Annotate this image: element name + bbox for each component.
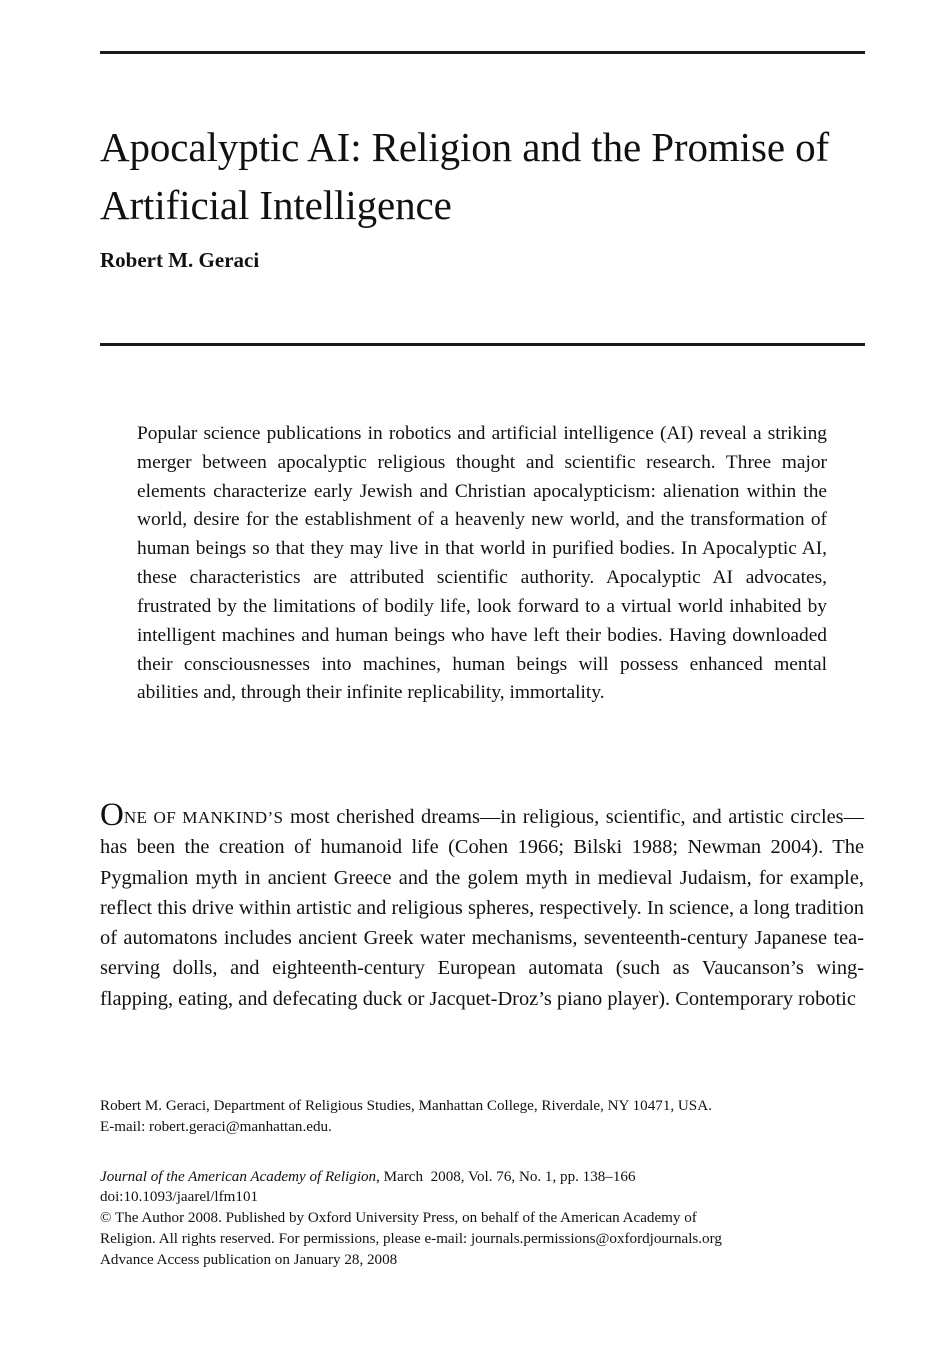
journal-name: Journal of the American Academy of Religion — [100, 1168, 377, 1185]
affiliation-line: Robert M. Geraci, Department of Religious Studies, Manhattan College, Riverdale, NY 10471, USA. — [100, 1098, 712, 1114]
copyright-line-2: Religion. All rights reserved. For permissions, please e-mail: journals.permissions@oxfordjournals.org — [100, 1231, 722, 1248]
header-divider-rule — [100, 51, 865, 54]
title-block — [100, 118, 868, 274]
journal-reference-line — [100, 1167, 864, 1188]
doi-line: doi:10.1093/jaarel/lfm101 — [100, 1189, 259, 1206]
page-title: Apocalyptic AI: Religion and the Promise of Artificial Intelligence — [100, 124, 830, 229]
advance-access-line: Advance Access publication on January 28, 2008 — [100, 1251, 398, 1268]
journal-issue-details: , March 2008, Vol. 76, No. 1, pp. 138–166 — [376, 1168, 636, 1185]
body-paragraph — [100, 797, 864, 1014]
title-divider-rule — [100, 343, 865, 346]
journal-citation — [100, 1167, 864, 1271]
body-paragraph-text: most cherished dreams—in religious, scientific, and artistic circles—has been the creation of humanoid life (Cohen 1966; Bilski 1988; Newman 2004). The Pygmalion myth in ancient Greece and the golem myth in medieval Judaism, for example, reflect this drive within artistic and religious spheres, respectively. In science, a long tradition of automatons includes ancient Greek water mechanisms, seventeenth-century Japanese tea-serving dolls, and eighteenth-century European automata (such as Vaucanson’s wing-flapping, eating, and defecating duck or Jacquet-Droz’s piano player). Contemporary robotic — [100, 806, 864, 1010]
copyright-line-1: © The Author 2008. Published by Oxford University Press, on behalf of the American Academy of — [100, 1210, 697, 1227]
drop-cap-letter: O — [100, 797, 124, 833]
author-name: Robert M. Geraci — [100, 248, 260, 273]
author-email-line: E-mail: robert.geraci@manhattan.edu. — [100, 1118, 332, 1135]
abstract-text: Popular science publications in robotics and artificial intelligence (AI) reveal a striking merger between apocalyptic religious thought and scientific research. Three major elements characterize early Jewish and Christian apocalypticism: alienation within the world, desire for the establishment of a heavenly new world, and the transformation of human beings so that they may live in that world in purified bodies. In Apocalyptic AI, these characteristics are attributed scientific authority. Apocalyptic AI advocates, frustrated by the limitations of bodily life, look forward to a virtual world inhabited by intelligent machines and human beings who have left their bodies. Having downloaded their consciousnesses into machines, human beings will possess enhanced mental abilities and, through their infinite replicability, immortality. — [137, 423, 827, 704]
opening-small-caps: NE OF MANKIND’S — [123, 808, 284, 827]
footnote-block — [100, 1096, 864, 1271]
author-affiliation — [100, 1096, 864, 1138]
